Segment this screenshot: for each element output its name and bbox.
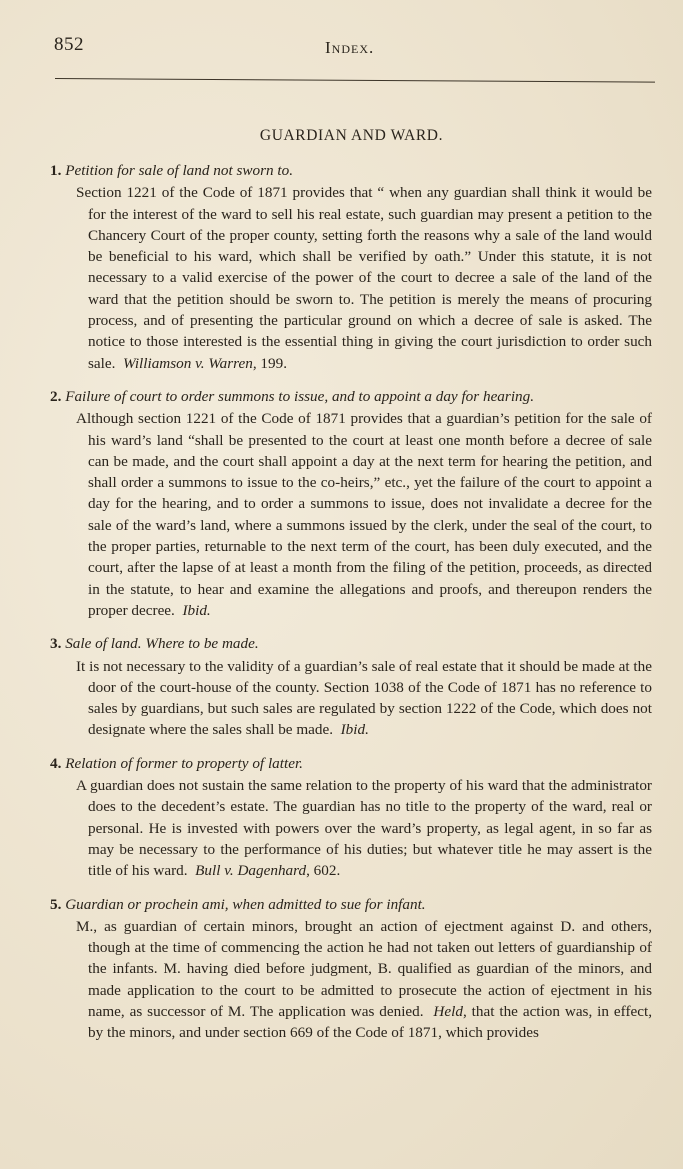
entry-number: 5. bbox=[50, 895, 62, 913]
index-entry bbox=[40, 894, 652, 1044]
entry-heading-text: Petition for sale of land not sworn to. bbox=[65, 162, 294, 179]
entry-body-text: It is not necessary to the validity of a guardian’s sale of real estate that it should be made at the door of the court-house of the county. Section 1038 of the Code of 1871 has no reference to sales by guardians, but such sales are regulated by section 1222 of the Code, which does not designate where the sales shall be made. bbox=[76, 657, 652, 739]
held-label: Held bbox=[433, 1002, 463, 1020]
index-entries bbox=[40, 160, 652, 1056]
index-entry bbox=[40, 160, 652, 374]
citation-page: , 199. bbox=[252, 354, 287, 372]
header-rule bbox=[55, 78, 655, 83]
entry-heading-text: Sale of land. Where to be made. bbox=[65, 635, 259, 653]
citation-page: , 602. bbox=[306, 862, 341, 880]
section-title: GUARDIAN AND WARD. bbox=[259, 127, 444, 144]
case-citation: Bull v. Dagenhard bbox=[195, 862, 307, 880]
index-entry bbox=[40, 386, 652, 621]
entry-body-continuation: , that the action was, in effect, by the minors, and under section 669 of the Code of 1871, which provides bbox=[88, 1002, 652, 1042]
entry-number: 2. bbox=[50, 387, 62, 405]
entry-body bbox=[40, 916, 652, 1044]
entry-heading-text: Failure of court to order summons to issue, and to appoint a day for hearing. bbox=[65, 387, 535, 405]
entry-number: 4. bbox=[50, 754, 62, 772]
case-citation: Ibid. bbox=[340, 721, 369, 739]
entry-heading-text: Relation of former to property of latter. bbox=[65, 754, 303, 772]
entry-heading bbox=[50, 386, 652, 407]
entry-body-text: Although section 1221 of the Code of 1871 provides that a guardian’s petition for the sale of his ward’s land “shall be presented to the court at least one month before a decree of sale can be made, and the court shall appoint a day at the next term for hearing the petition, and shall order a summons to issue to the co-heirs,” etc., yet the failure of the court to appoint a day for the hearing, and to order a summons to issue, does not invalidate a decree for the sale of the ward’s land, where a summons issued by the clerk, under the seal of the court, to the proper parties, returnable to the next term of the court, has been duly executed, and the court, after the lapse of at least a month from the filing of the petition, proceeds, as directed in the statute, to hear and examine the allegations and proofs, and thereupon renders the proper decree. bbox=[76, 410, 652, 619]
entry-heading bbox=[50, 633, 652, 654]
entry-body-text: A guardian does not sustain the same relation to the property of his ward that the administrator does to the decedent’s estate. The guardian has no title to the property of the ward, real or personal. He is invested with powers over the ward’s property, as legal agent, in so far as may be necessary to the performance of his duties; but whatever title he may assert is the title of his ward. bbox=[76, 777, 652, 880]
entry-body bbox=[40, 775, 652, 881]
entry-body bbox=[40, 182, 652, 374]
index-entry bbox=[40, 633, 652, 740]
entry-heading bbox=[50, 753, 652, 774]
case-citation: Ibid. bbox=[182, 601, 211, 619]
index-entry bbox=[40, 753, 652, 882]
entry-heading bbox=[50, 894, 652, 915]
entry-heading bbox=[50, 160, 652, 181]
running-head: Index. bbox=[325, 38, 375, 57]
entry-heading-text: Guardian or prochein ami, when admitted to sue for infant. bbox=[65, 895, 426, 913]
page-number: 852 bbox=[54, 34, 84, 55]
entry-body bbox=[40, 408, 652, 621]
case-citation: Williamson v. Warren bbox=[123, 354, 253, 372]
entry-body-text: M., as guardian of certain minors, brought an action of ejectment against D. and others, though at the time of commencing the action he had not taken out letters of guardianship of the infants. M. having died before judgment, B. qualified as guardian of the minors, and made application to the court to be admitted to prosecute the action of ejectment in his name, as successor of M. The application was denied. bbox=[76, 917, 652, 1020]
entry-body bbox=[40, 656, 652, 741]
entry-body-text: Section 1221 of the Code of 1871 provides that “ when any guardian shall think it would be for the interest of the ward to sell his real estate, such guardian may present a petition to the Chancery Court of the proper county, setting forth the reasons why a sale of the land would be beneficial to his ward, which shall be verified by oath.” Under this statute, it is not necessary to a valid exercise of the power of the court to decree a sale of the land of the ward that the petition should be sworn to. The petition is merely the means of procuring process, and of presenting the particular ground on which a decree of sale is asked. The notice to those interested is the essential thing in giving the court jurisdiction to order such sale. bbox=[76, 184, 652, 372]
entry-number: 1. bbox=[50, 162, 62, 179]
entry-number: 3. bbox=[50, 635, 62, 653]
